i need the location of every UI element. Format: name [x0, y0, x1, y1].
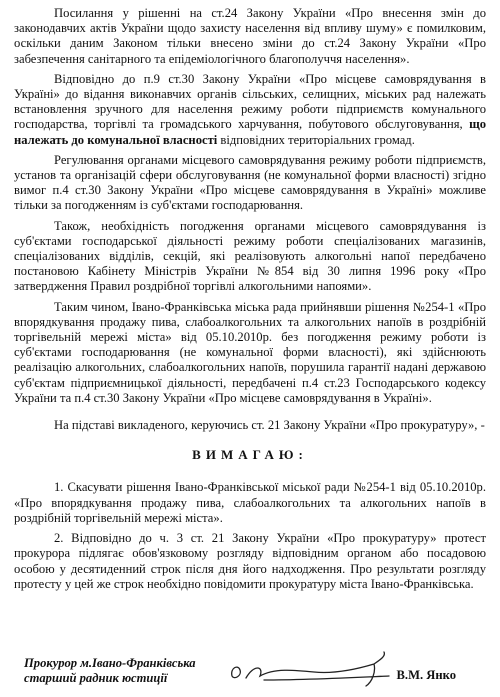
- paragraph-4: Також, необхідність погодження органами місцевого самоврядування із суб'єктами господарської діяльності режиму роботи спеціалізованих магазинів, спеціалізованих відділів, секцій, які реалізовують алкогольні напої передбачено постановою Кабінету Міністрів України №854 від 30 липня 1996 року «Про затвердження Правил роздрібної торгівлі алкогольними напоями».: [14, 218, 486, 294]
- paragraph-2-tail-suffix: відповідних територіальних громад.: [217, 132, 415, 147]
- paragraph-1: Посилання у рішенні на ст.24 Закону України «Про внесення змін до законодавчих актів України щодо захисту населення від впливу шуму» є помилковим, оскільки даним Законом тільки внесено зміни до ст.24 Закону України «Про забезпечення санітарного та епідеміологічного благополуччя населення».: [14, 6, 486, 66]
- paragraph-2-tail-prefix: що належать: [14, 117, 486, 147]
- signature-block: [14, 650, 486, 694]
- paragraph-6: На підставі викладеного, керуючись ст. 21 Закону України «Про прокуратуру», -: [54, 418, 485, 433]
- paragraph-2: [14, 72, 486, 148]
- demand-heading: ВИМАГАЮ:: [192, 447, 308, 463]
- demand-2: 2. Відповідно до ч. 3 ст. 21 Закону України «Про прокуратуру» протест прокурора підлягає обов'язковому розгляду відповідним органом або посадовою особою у десятиденний строк після дня його надходження. Про результати розгляду протесту у цей же строк необхідно повідомити прокуратуру міста Івано-Франківська.: [14, 531, 486, 591]
- paragraph-3: Регулювання органами місцевого самоврядування режиму роботи підприємств, установ та організацій сфери обслуговування (не комунальної форми власності) згідно вимог п.4 ст.30 Закону України «Про місцеве самоврядування в Україні» можливе тільки за погодженням із суб'єктами господарювання.: [14, 152, 486, 213]
- signatory-title-line-1: Прокурор м.Івано-Франківська: [24, 656, 196, 670]
- demand-1: 1. Скасувати рішення Івано-Франківської міської ради №254-1 від 05.10.2010р. «Про впорядкування продажу пива, слабоалкогольних та алкогольних напоїв в роздрібній торгівельній мережі міста».: [14, 480, 486, 525]
- document-body: [14, 6, 486, 592]
- signatory-title: [24, 656, 196, 686]
- paragraph-5: Таким чином, Івано-Франківська міська рада прийнявши рішення №254-1 «Про впорядкування продажу пива, слабоалкогольних та алкогольних напоїв в роздрібній торгівельній мережі міста» від 05.10.2010р. без погодження режиму роботи із суб'єктами господарювання (не комунальної форми власності), які здійснюють реалізацію алкогольних, слабоалкогольних напоїв, порушила гарантії надані державою суб'єктам підприємницької діяльності, передбачені п.4 ст.23 Господарського кодексу України та п.4 ст.30 Закону України «Про місцеве самоврядування в Україні».: [14, 299, 486, 405]
- signatory-name: В.М. Янко: [396, 668, 456, 682]
- paragraph-2-main: Відповідно до п.9 ст.30 Закону України «Про місцеве самоврядування в Україні» до відання виконавчих органів сільських, селищних, міських рад належать встановлення зручного для населення режиму роботи підприємств комунального господарства, торгівлі та громадського харчування, побутового обслуговування,: [14, 71, 486, 132]
- handwritten-signature: [224, 650, 404, 690]
- paragraph-2-bold: до комунальної власності: [71, 132, 218, 147]
- signatory-title-line-2: старший радник юстиції: [24, 671, 168, 685]
